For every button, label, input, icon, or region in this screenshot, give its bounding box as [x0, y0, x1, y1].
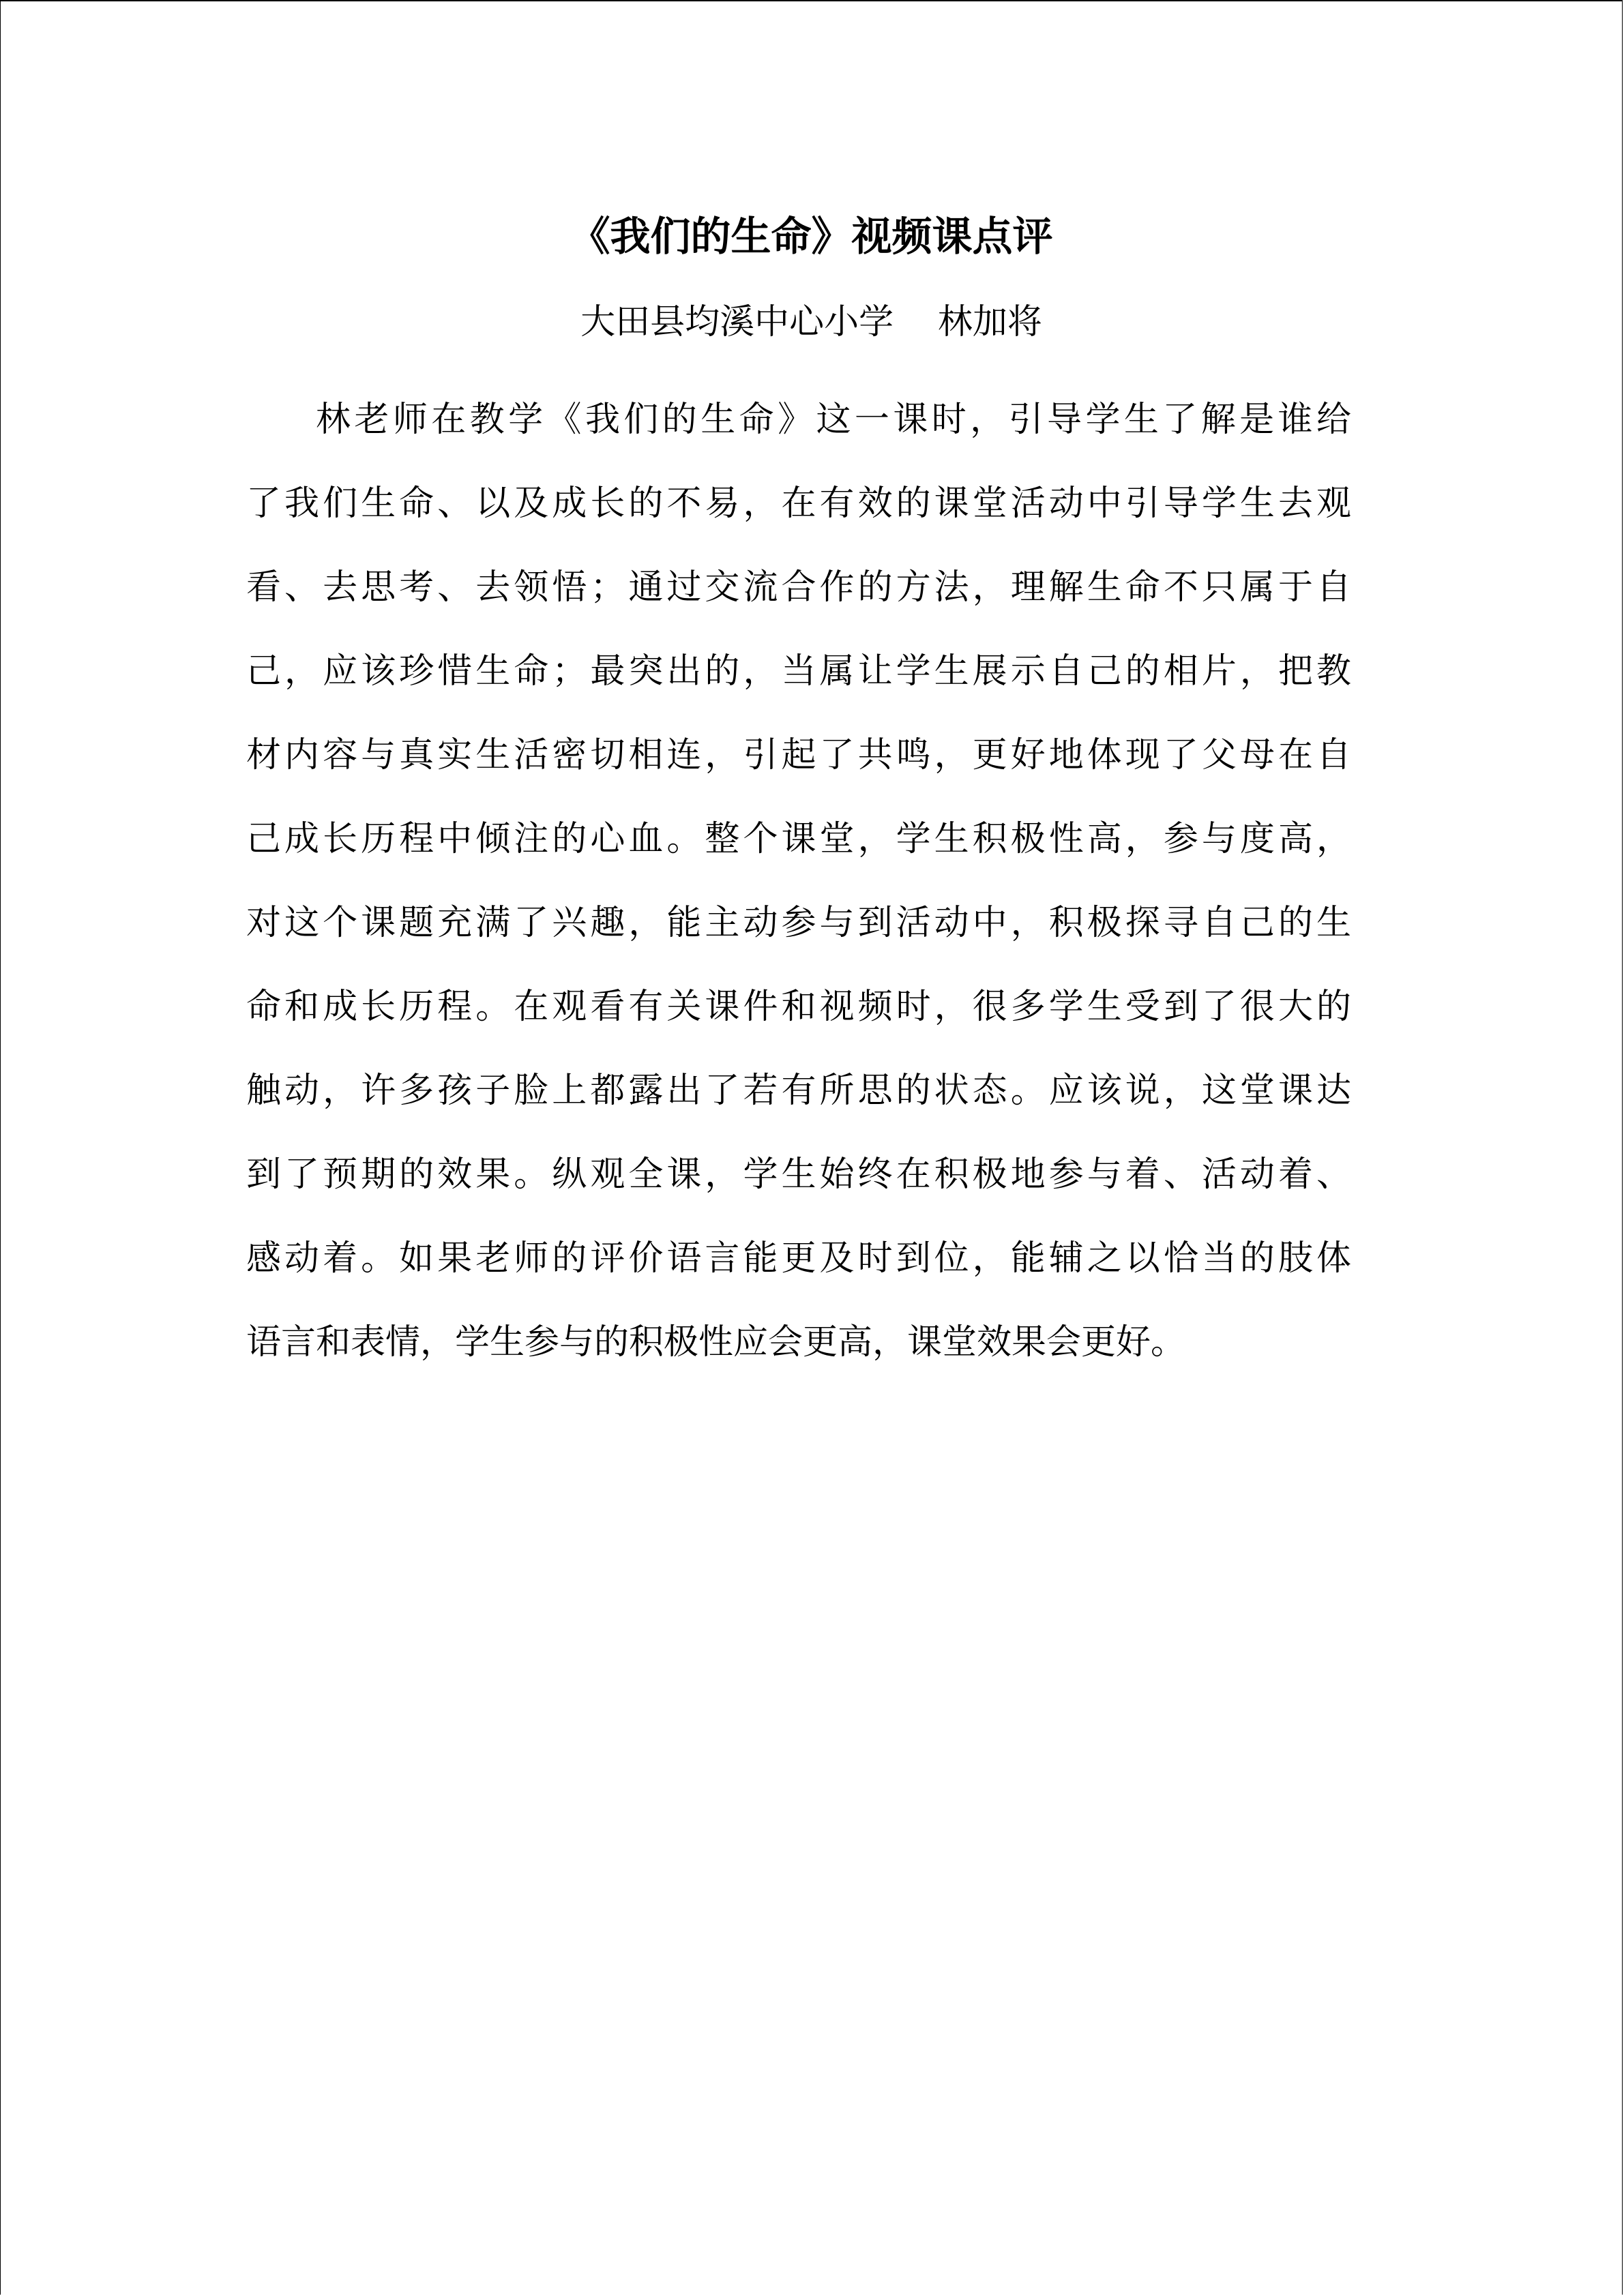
body-line: 到了预期的效果。纵观全课，学生始终在积极地参与着、活动着、	[246, 1154, 1351, 1195]
body-line: 触动，许多孩子脸上都露出了若有所思的状态。应该说，这堂课达	[246, 1071, 1351, 1111]
document-title: 《我们的生命》视频课点评	[570, 213, 1053, 260]
body-line: 对这个课题充满了兴趣，能主动参与到活动中，积极探寻自己的生	[246, 903, 1351, 943]
body-line: 语言和表情，学生参与的积极性应会更高，课堂效果会更好。	[246, 1322, 1186, 1362]
body-line: 看、去思考、去领悟；通过交流合作的方法，理解生命不只属于自	[246, 567, 1351, 608]
body-line: 材内容与真实生活密切相连，引起了共鸣，更好地体现了父母在自	[246, 735, 1351, 775]
body-line: 命和成长历程。在观看有关课件和视频时，很多学生受到了很大的	[246, 987, 1351, 1027]
body-line: 了我们生命、以及成长的不易，在有效的课堂活动中引导学生去观	[246, 483, 1351, 524]
body-line: 林老师在教学《我们的生命》这一课时，引导学生了解是谁给	[316, 400, 1351, 440]
body-line: 己，应该珍惜生命；最突出的，当属让学生展示自己的相片，把教	[246, 651, 1351, 691]
body-paragraph	[246, 378, 1351, 1384]
body-line: 己成长历程中倾注的心血。整个课堂，学生积极性高，参与度高，	[246, 819, 1351, 859]
author-byline: 大田县均溪中心小学 林加将	[580, 302, 1042, 342]
body-line: 感动着。如果老师的评价语言能更及时到位，能辅之以恰当的肢体	[246, 1238, 1351, 1279]
